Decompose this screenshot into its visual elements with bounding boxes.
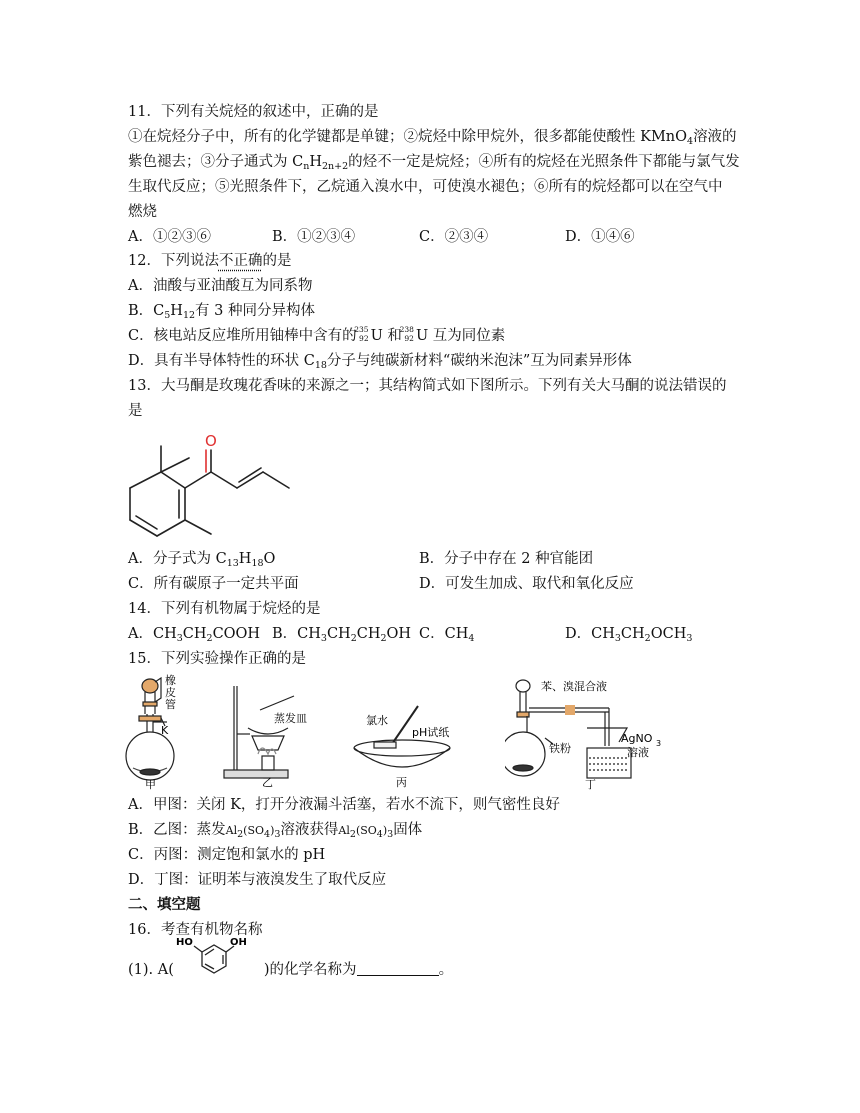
isotope-u238: 238 92 [399, 325, 414, 343]
svg-text:苯、溴混合液: 苯、溴混合液 [541, 680, 607, 693]
answer-blank[interactable] [357, 961, 439, 976]
q15-option-c[interactable]: C．丙图：测定饱和氯水的 pH [128, 847, 326, 863]
q12-option-c[interactable]: C．核电站反应堆所用铀棒中含有的 235 92 U 和 238 92 U 互为同位素 [128, 325, 506, 344]
q12-stem: 12．下列说法不正确的是 [128, 253, 292, 269]
svg-text:pH试纸: pH试纸 [412, 726, 450, 739]
q12-emphasis: 不正确 [218, 253, 263, 269]
svg-text:橡: 橡 [165, 674, 176, 687]
q15-option-d[interactable]: D．丁图：证明苯与液溴发生了取代反应 [128, 872, 387, 888]
svg-text:AgNO: AgNO [621, 732, 653, 745]
figure-ding [505, 672, 675, 790]
svg-text:3: 3 [656, 739, 662, 748]
q15-option-b[interactable]: B．乙图：蒸发$Al_2(SO_4)_3$溶液获得$Al_2(SO_4)_3$固体 [128, 822, 423, 840]
svg-text:蒸发皿: 蒸发皿 [274, 712, 307, 725]
q11-statement-line-3: 生取代反应；⑤光照条件下，乙烷通入溴水中，可使溴水褪色；⑥所有的烷烃都可以在空气中 [128, 179, 723, 195]
q14-option-c[interactable]: C．$CH_4$ [419, 626, 475, 644]
q12-option-b[interactable]: B．$C_5H_{12}$有 3 种同分异构体 [128, 303, 315, 321]
q11-statement-line-4: 燃烧 [128, 204, 157, 220]
q14-stem: 14．下列有机物属于烷烃的是 [128, 601, 321, 617]
q16-part-1: (1). A( HO OH )的化学名称为 。 [128, 937, 454, 978]
oxygen-label: O [205, 432, 217, 450]
q12-option-a[interactable]: A．油酸与亚油酸互为同系物 [128, 278, 313, 294]
svg-text:铁粉: 铁粉 [549, 742, 571, 755]
svg-text:丁: 丁 [585, 778, 596, 790]
svg-text:皮: 皮 [165, 686, 176, 699]
q11-statement-line-1: ①在烷烃分子中，所有的化学键都是单键；②烷烃中除甲烷外，很多都能使酸性 KMnO$_4$溶液的 [128, 129, 737, 147]
isotope-u235: 235 92 [354, 325, 369, 343]
q14-option-b[interactable]: B．$CH_3CH_2CH_2OH$ [272, 626, 412, 644]
q13-option-c[interactable]: C．所有碳原子一定共平面 [128, 576, 299, 592]
formula-al2so43-2: $Al_2(SO_4)_3$ [338, 824, 394, 840]
svg-text:溶液: 溶液 [627, 746, 649, 759]
q15-option-a[interactable]: A．甲图：关闭 K，打开分液漏斗活塞，若水不流下，则气密性良好 [128, 797, 560, 813]
figure-yi [218, 680, 318, 790]
svg-text:K: K [161, 724, 169, 737]
svg-text:丙: 丙 [396, 776, 407, 789]
q13-option-d[interactable]: D．可发生加成、取代和氧化反应 [419, 576, 634, 592]
q13-stem-line-1: 13．大马酮是玫瑰花香味的来源之一；其结构简式如下图所示。下列有关大马酮的说法错误的 [128, 378, 727, 394]
q11-stem: 11．下列有关烷烃的叙述中，正确的是 [128, 104, 379, 120]
resorcinol-structure-figure [174, 937, 264, 978]
q11-statement-line-2: 紫色褪去；③分子通式为 $C_nH_{2n+2}$的烃不一定是烷烃；④所有的烷烃在光照条件下都能与氯气发 [128, 154, 740, 172]
damascone-structure-figure [125, 430, 295, 542]
q16-stem: 16．考查有机物名称 [128, 922, 263, 938]
q11-option-b[interactable]: B．①②③④ [272, 229, 356, 245]
q13-stem-line-2: 是 [128, 403, 143, 419]
formula-al2so43: $Al_2(SO_4)_3$ [225, 824, 281, 840]
q11-option-d[interactable]: D．①④⑥ [565, 229, 635, 245]
svg-text:OH: OH [229, 937, 247, 948]
svg-text:HO: HO [175, 937, 193, 948]
section-title: 二、填空题 [128, 897, 201, 913]
svg-text:乙: 乙 [262, 776, 273, 789]
q14-option-a[interactable]: A．$CH_3CH_2COOH$ [128, 626, 261, 644]
q13-option-a[interactable]: A．分子式为 $C_{13}H_{18}O$ [128, 551, 276, 569]
svg-text:甲: 甲 [145, 778, 156, 790]
q11-option-a[interactable]: A．①②③⑥ [128, 229, 211, 245]
svg-text:氯水: 氯水 [366, 714, 388, 727]
figure-jia [125, 672, 195, 790]
q12-option-d[interactable]: D．具有半导体特性的环状 $C_{18}$分子与纯碳新材料“碳纳米泡沫”互为同素异形体 [128, 353, 632, 371]
svg-text:管: 管 [165, 698, 176, 711]
q13-option-b[interactable]: B．分子中存在 2 种官能团 [419, 551, 594, 567]
figure-bing [346, 700, 466, 790]
q14-option-d[interactable]: D．$CH_3CH_2OCH_3$ [565, 626, 693, 644]
q15-stem: 15．下列实验操作正确的是 [128, 651, 306, 667]
q11-option-c[interactable]: C．②③④ [419, 229, 489, 245]
